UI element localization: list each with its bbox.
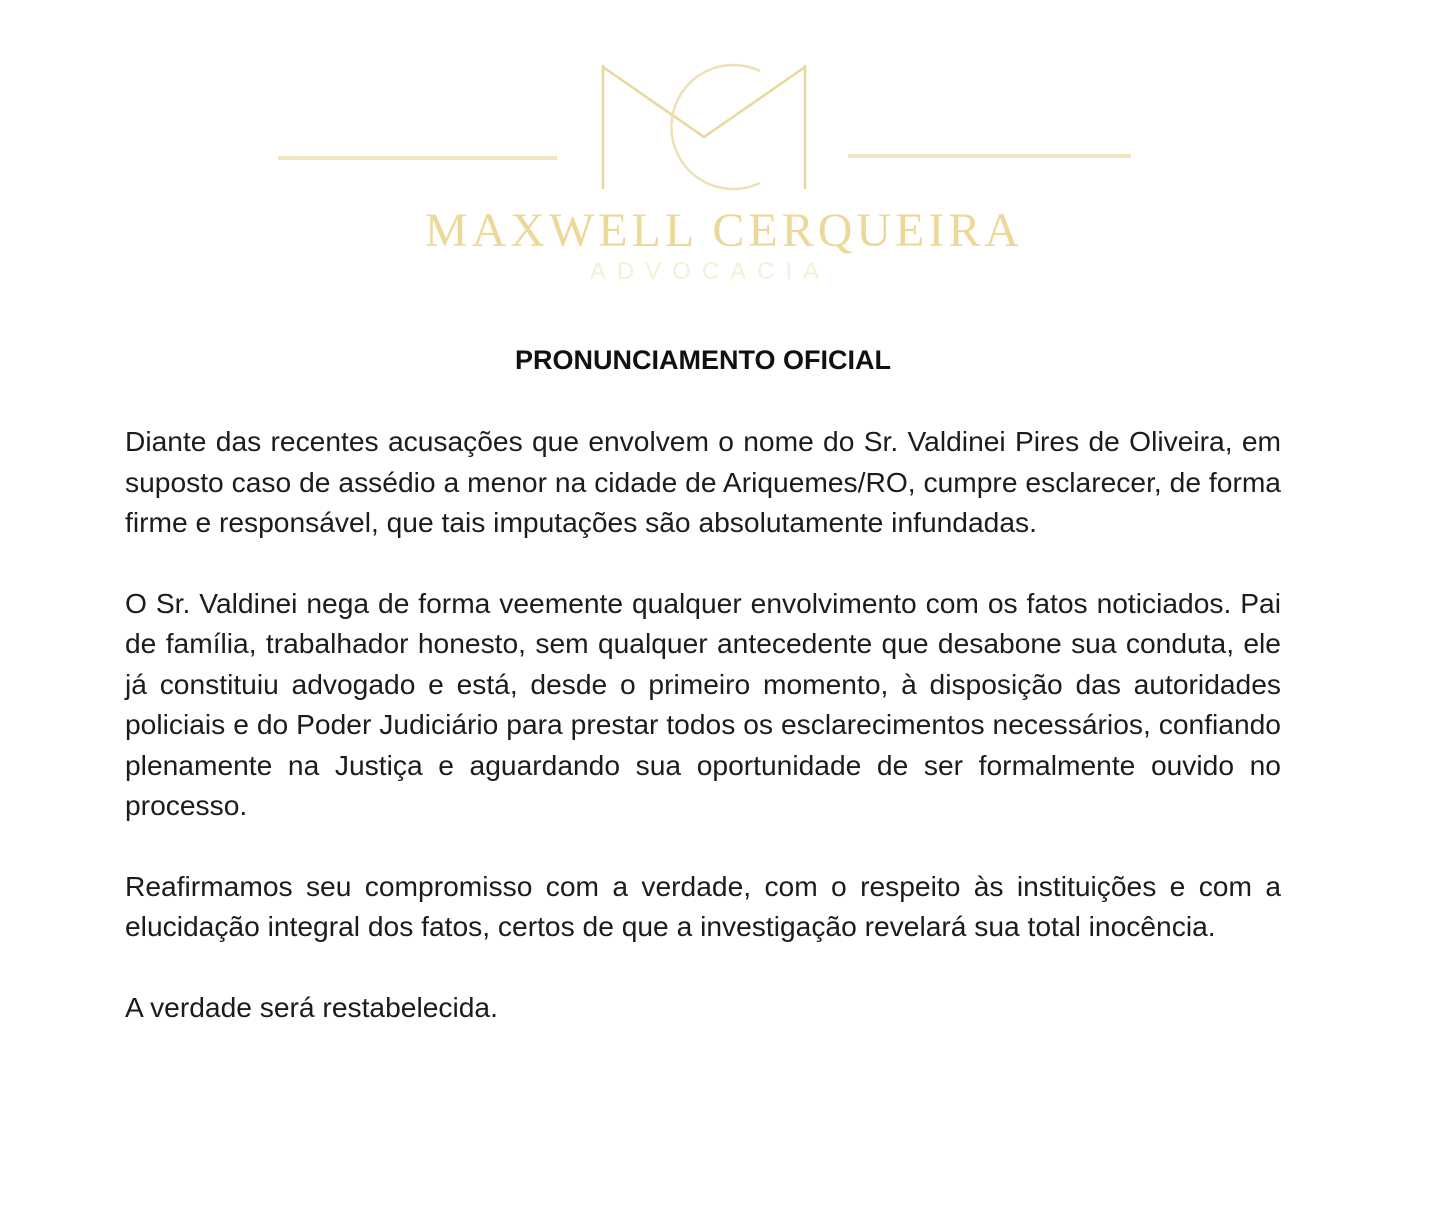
letterhead-logo xyxy=(270,55,1150,295)
paragraph-closing: A verdade será restabelecida. xyxy=(125,990,498,1023)
document-body xyxy=(125,421,1281,1067)
firm-subtitle: ADVOCACIA xyxy=(589,258,831,285)
firm-name: MAXWELL CERQUEIRA xyxy=(424,204,1024,257)
monogram-icon xyxy=(270,55,1150,195)
paragraph-1: Diante das recentes acusações que envolvem o nome do Sr. Valdinei Pires de Oliveira, em suposto caso de assédio a menor na cidade de Ariquemes/RO, cumpre esclarecer, de forma firme e responsável, que tais imputações são absolutamente infundadas. xyxy=(125,425,1281,538)
paragraph-2: O Sr. Valdinei nega de forma veemente qualquer envolvimento com os fatos noticiados. Pai de família, trabalhador honesto, sem qualquer antecedente que desabone sua conduta, ele já constituiu advogado e está, desde o primeiro momento, à disposição das autoridades policiais e do Poder Judiciário para prestar todos os esclarecimentos necessários, confiando plenamente na Justiça e aguardando sua oportunidade de ser formalmente ouvido no processo. xyxy=(125,586,1281,821)
paragraph-3: Reafirmamos seu compromisso com a verdade, com o respeito às instituições e com a elucidação integral dos fatos, certos de que a investigação revelará sua total inocência. xyxy=(125,869,1281,942)
document-title: PRONUNCIAMENTO OFICIAL xyxy=(515,345,891,375)
